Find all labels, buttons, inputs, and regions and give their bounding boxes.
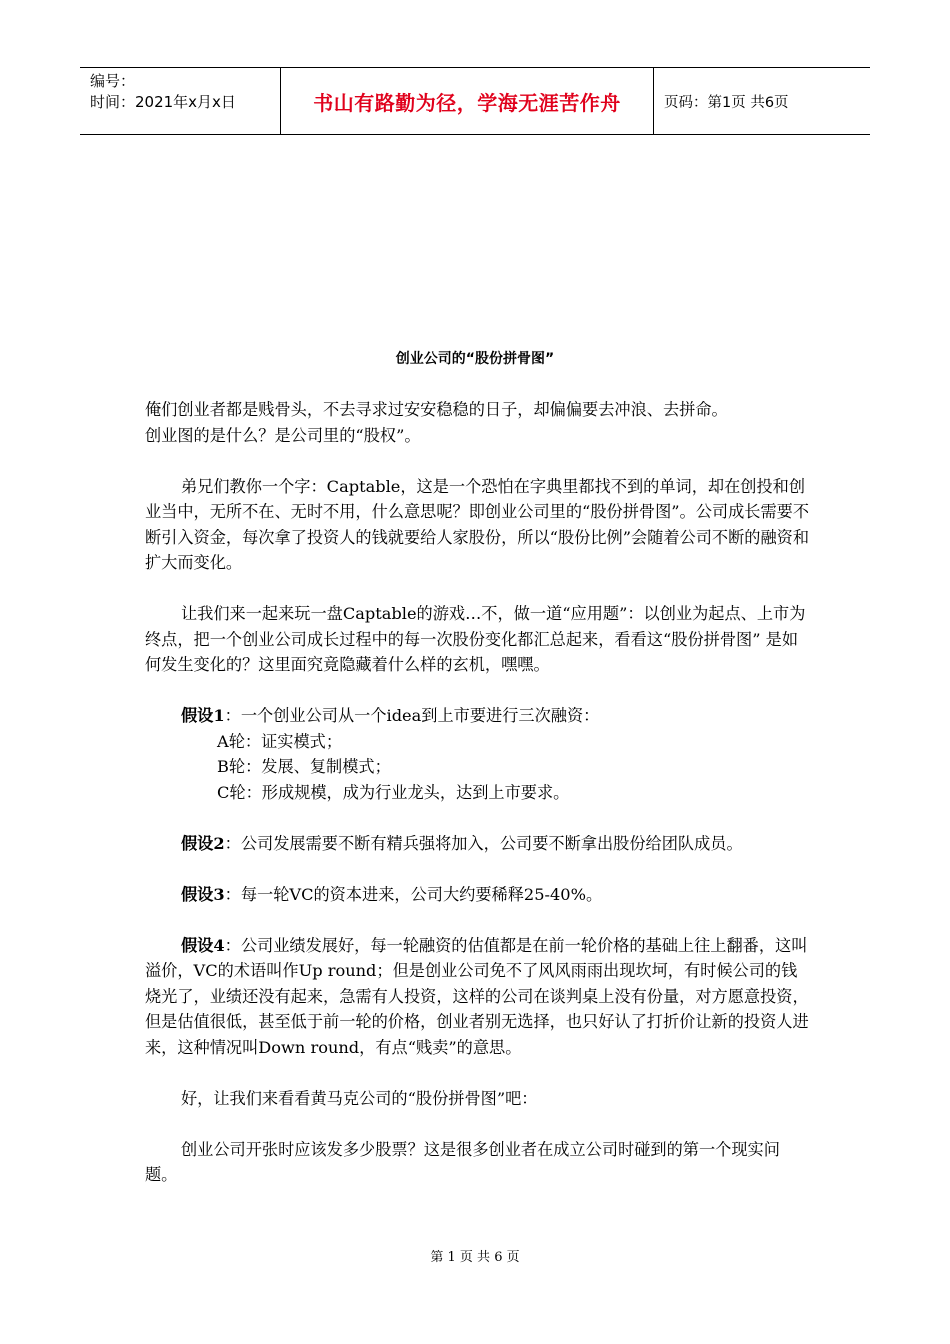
document-body: [145, 397, 810, 1188]
header-motto: 书山有路勤为径，学海无涯苦作舟: [281, 68, 654, 134]
assumption-2: [145, 831, 810, 857]
assumption-3: [145, 882, 810, 908]
page-footer: 第 1 页 共 6 页: [430, 1250, 520, 1265]
assumption-4-text: ：公司业绩发展好，每一轮融资的估值都是在前一轮价格的基础上往上翻番，这叫溢价，VC的术语叫作Up round；但是创业公司免不了风风雨雨出现坎坷，有时候公司的钱烧光了，业绩还没有起来，急需有人投资，这样的公司在谈判桌上没有份量，对方愿意投资，但是估值很低，甚至低于前一轮的价格，创业者别无选择，也只好认了打折价让新的投资人进来，这种情况叫Down round，有点“贱卖”的意思。: [145, 935, 809, 1057]
paragraph-company-example: 好，让我们来看看黄马克公司的“股份拼骨图”吧：: [181, 1088, 538, 1108]
document-time-label: 时间：2021年x月x日: [90, 93, 236, 111]
assumption-3-label: 假设3: [181, 884, 225, 904]
paragraph-share-question: 创业公司开张时应该发多少股票？这是很多创业者在成立公司时碰到的第一个现实问题。: [145, 1139, 780, 1184]
header-meta-cell: [80, 68, 281, 134]
assumption-1: [145, 703, 810, 729]
assumption-4: [145, 933, 810, 1061]
assumption-1-label: 假设1: [181, 706, 225, 725]
assumption-1-round-c: C轮：形成规模，成为行业龙头，达到上市要求。: [217, 782, 570, 802]
header-page-info: 页码：第1页 共6页: [664, 94, 789, 111]
document-title: 创业公司的“股份拼骨图”: [395, 351, 555, 367]
header-table: [80, 67, 870, 135]
assumption-4-label: 假设4: [181, 935, 225, 955]
assumption-1-round-b: B轮：发展、复制模式；: [217, 757, 391, 776]
assumption-2-label: 假设2: [181, 833, 225, 853]
assumption-2-text: ：公司发展需要不断有精兵强将加入，公司要不断拿出股份给团队成员。: [224, 833, 743, 853]
assumption-1-text: ：一个创业公司从一个idea到上市要进行三次融资：: [224, 706, 600, 725]
paragraph-captable: 弟兄们教你一个字：Captable，这是一个恐怕在字典里都找不到的单词，却在创投和创业当中，无所不在、无时不用，什么意思呢？即创业公司里的“股份拼骨图”。公司成长需要不断引入资金，每次拿了投资人的钱就要给人家股份，所以“股份比例”会随着公司不断的融资和扩大而变化。: [145, 476, 810, 572]
document-number-label: 编号：: [90, 72, 136, 90]
paragraph-intro-line1: 俺们创业者都是贱骨头，不去寻求过安安稳稳的日子，却偏偏要去冲浪、去拼命。: [145, 400, 728, 419]
paragraph-intro-line2: 创业图的是什么？是公司里的“股权”。: [145, 425, 421, 445]
assumption-1-round-a: A轮：证实模式；: [217, 731, 343, 751]
paragraph-game: 让我们来一起来玩一盘Captable的游戏…不，做一道“应用题”：以创业为起点、上市为终点，把一个创业公司成长过程中的每一次股份变化都汇总起来，看看这“股份拼骨图” 是如何发生变化的？这里面究竟隐藏着什么样的玄机，嘿嘿。: [145, 604, 806, 674]
assumption-3-text: ：每一轮VC的资本进来，公司大约要稀释25-40%。: [224, 884, 603, 904]
